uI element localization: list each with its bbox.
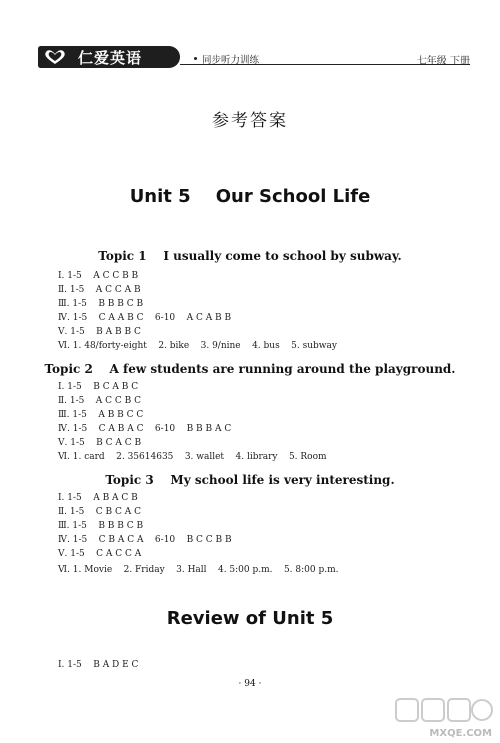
answer-line: Ⅲ. 1-5 B B B C B	[58, 521, 144, 531]
page-title: 参考答案	[212, 111, 288, 131]
header-subtitle: 同步听力训练	[202, 55, 260, 66]
review-title: Review of Unit 5	[166, 608, 334, 629]
answer-line: Ⅴ. 1-5 B C A C B	[58, 438, 142, 448]
watermark-text: MXQE.COM	[429, 728, 492, 739]
header-bullet	[194, 57, 197, 60]
topic-heading: Topic 1 I usually come to school by subway.	[98, 249, 402, 263]
topic-heading: Topic 3 My school life is very interesting.	[105, 473, 395, 487]
page-number: · 94 ·	[238, 679, 262, 689]
answer-line: Ⅳ. 1-5 C B A C A 6-10 B C C B B	[58, 535, 232, 545]
answer-line: Ⅴ. 1-5 B A B B C	[58, 327, 141, 337]
answer-line: Ⅵ. 1. 48/forty-eight 2. bike 3. 9/nine 4. bus 5. subway	[58, 341, 337, 351]
brand-logo	[38, 46, 180, 68]
answer-line: Ⅲ. 1-5 B B B C B	[58, 299, 144, 309]
topic-heading: Topic 2 A few students are running around the playground.	[44, 362, 456, 376]
answer-line: Ⅰ. 1-5 B A D E C	[58, 660, 139, 670]
answer-line: Ⅰ. 1-5 A C C B B	[58, 271, 139, 281]
answer-line: Ⅱ. 1-5 A C C B C	[58, 396, 141, 406]
heart-logo-icon	[42, 48, 68, 66]
answer-line: Ⅳ. 1-5 C A B A C 6-10 B B B A C	[58, 424, 232, 434]
answer-line: Ⅰ. 1-5 B C A B C	[58, 382, 139, 392]
answer-line: Ⅰ. 1-5 A B A C B	[58, 493, 138, 503]
unit-title: Unit 5 Our School Life	[129, 186, 371, 207]
answer-line: Ⅵ. 1. Movie 2. Friday 3. Hall 4. 5:00 p.m. 5. 8:00 p.m.	[58, 565, 339, 575]
answer-line: Ⅵ. 1. card 2. 35614635 3. wallet 4. library 5. Room	[58, 452, 327, 462]
answer-line: Ⅱ. 1-5 C B C A C	[58, 507, 141, 517]
header-grade: 七年级 下册	[416, 56, 470, 67]
page-header	[38, 44, 470, 70]
answer-line: Ⅱ. 1-5 A C C A B	[58, 285, 141, 295]
answer-line: Ⅲ. 1-5 A B B C C	[58, 410, 144, 420]
brand-name: 仁爱英语	[78, 49, 143, 67]
answer-line: Ⅳ. 1-5 C A A B C 6-10 A C A B B	[58, 313, 232, 323]
answer-line: Ⅴ. 1-5 C A C C A	[58, 549, 142, 559]
